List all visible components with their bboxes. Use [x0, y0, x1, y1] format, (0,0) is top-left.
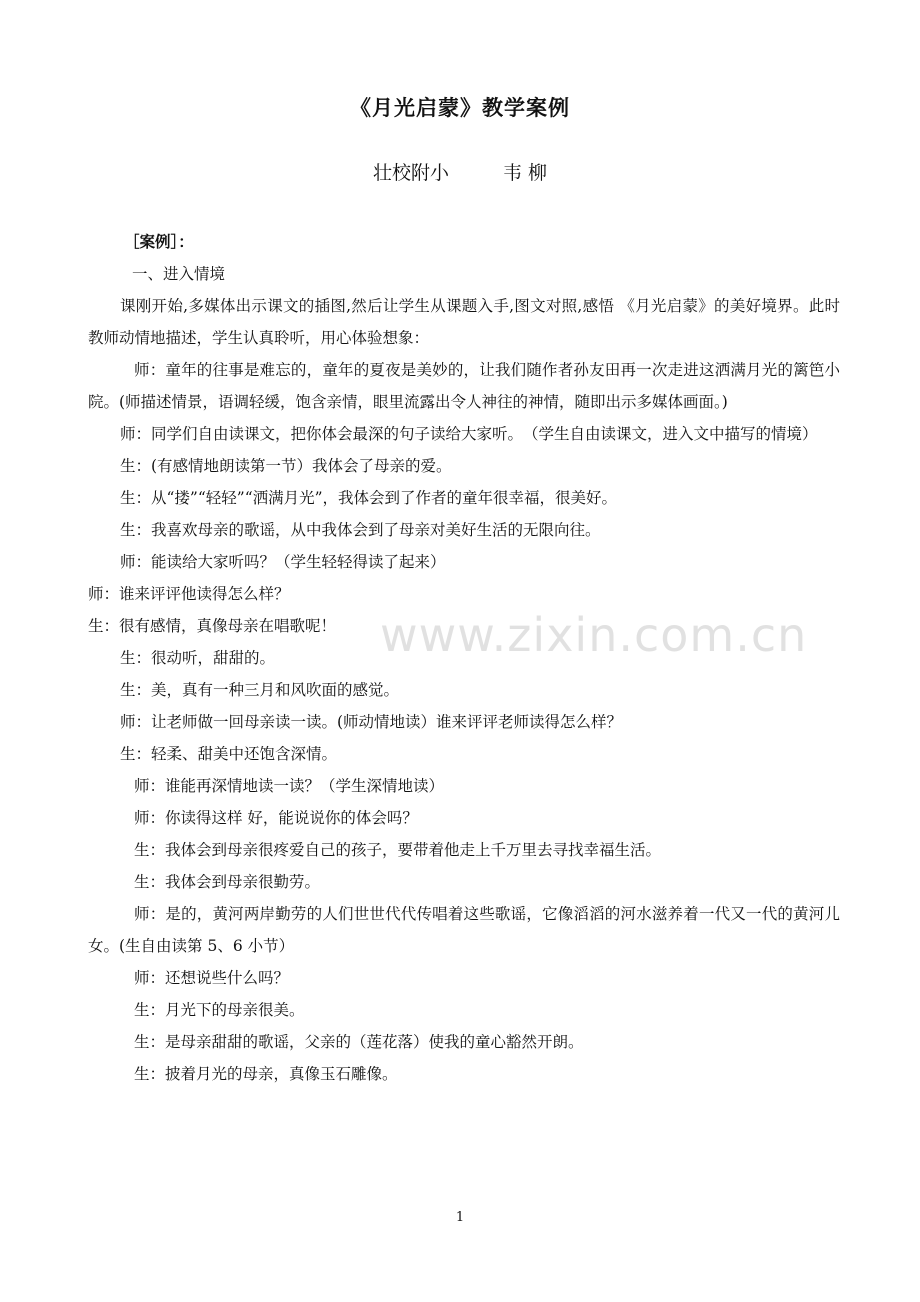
paragraph: 生：我体会到母亲很勤劳。 [134, 873, 321, 891]
watermark: www.zixin.com.cn [380, 608, 808, 662]
document-title: 《月光启蒙》教学案例 [350, 96, 570, 120]
paragraph: 师：是的，黄河两岸勤劳的人们世世代代传唱着这些歌谣，它像滔滔的河水滋养着一代又一代的黄河儿女。(生自由读第 5、6 小节） [88, 905, 840, 955]
case-label: ［案例］： [124, 233, 194, 251]
page-number: 1 [455, 1210, 465, 1225]
paragraph: 生：我体会到母亲很疼爱自己的孩子，要带着他走上千万里去寻找幸福生活。 [134, 841, 662, 859]
author-line [0, 158, 920, 185]
paragraph: 师：谁来评评他读得怎么样？ [88, 585, 290, 603]
paragraph: 生：美，真有一种三月和风吹面的感觉。 [120, 681, 400, 699]
paragraph: 生：很动听，甜甜的。 [120, 649, 276, 667]
paragraph: 师：同学们自由读课文，把你体会最深的句子读给大家听。 （学生自由读课文，进入文中描写的情境） [120, 425, 818, 443]
paragraph: 师：谁能再深情地读一读？（学生深情地读） [134, 777, 445, 795]
paragraph: 生：(有感情地朗读第一节）我体会了母亲的爱。 [120, 457, 452, 475]
school-name: 壮校附小 [372, 162, 449, 184]
paragraph: 生：很有感情，真像母亲在唱歌呢！ [88, 617, 337, 635]
paragraph: 生：月光下的母亲很美。 [134, 1001, 305, 1019]
paragraph: 师：童年的往事是难忘的，童年的夏夜是美妙的，让我们随作者孙友田再一次走进这洒满月光的篱笆小院。(师描述情景，语调轻缓，饱含亲情，眼里流露出令人神往的神情，随即出示多媒体画面。) [88, 361, 840, 411]
paragraph: 师：让老师做一回母亲读一读。(师动情地读）谁来评评老师读得怎么样？ [120, 713, 623, 731]
paragraph: 生：披着月光的母亲，真像玉石雕像。 [134, 1065, 398, 1083]
paragraph: 师：你读得这样 好，能说说你的体会吗？ [134, 809, 418, 827]
paragraph: 生：是母亲甜甜的歌谣，父亲的（莲花落）使我的童心豁然开朗。 [134, 1033, 584, 1051]
paragraph: 师：还想说些什么吗？ [134, 969, 290, 987]
author-name: 韦 柳 [502, 162, 548, 184]
paragraph: 生：轻柔、甜美中还饱含深情。 [120, 745, 338, 763]
paragraph: 生：我喜欢母亲的歌谣，从中我体会到了母亲对美好生活的无限向往。 [120, 521, 601, 539]
paragraph: 课刚开始,多媒体出示课文的插图,然后让学生从课题入手,图文对照,感悟 《月光启蒙》的美好境界。此时教师动情地描述，学生认真聆听，用心体验想象： [88, 297, 840, 347]
paragraph: 师：能读给大家听吗？（学生轻轻得读了起来） [120, 553, 446, 571]
section-heading: 一、进入情境 [132, 265, 226, 283]
paragraph: 生：从“搂”“轻轻”“洒满月光”，我体会到了作者的童年很幸福，很美好。 [120, 489, 618, 507]
